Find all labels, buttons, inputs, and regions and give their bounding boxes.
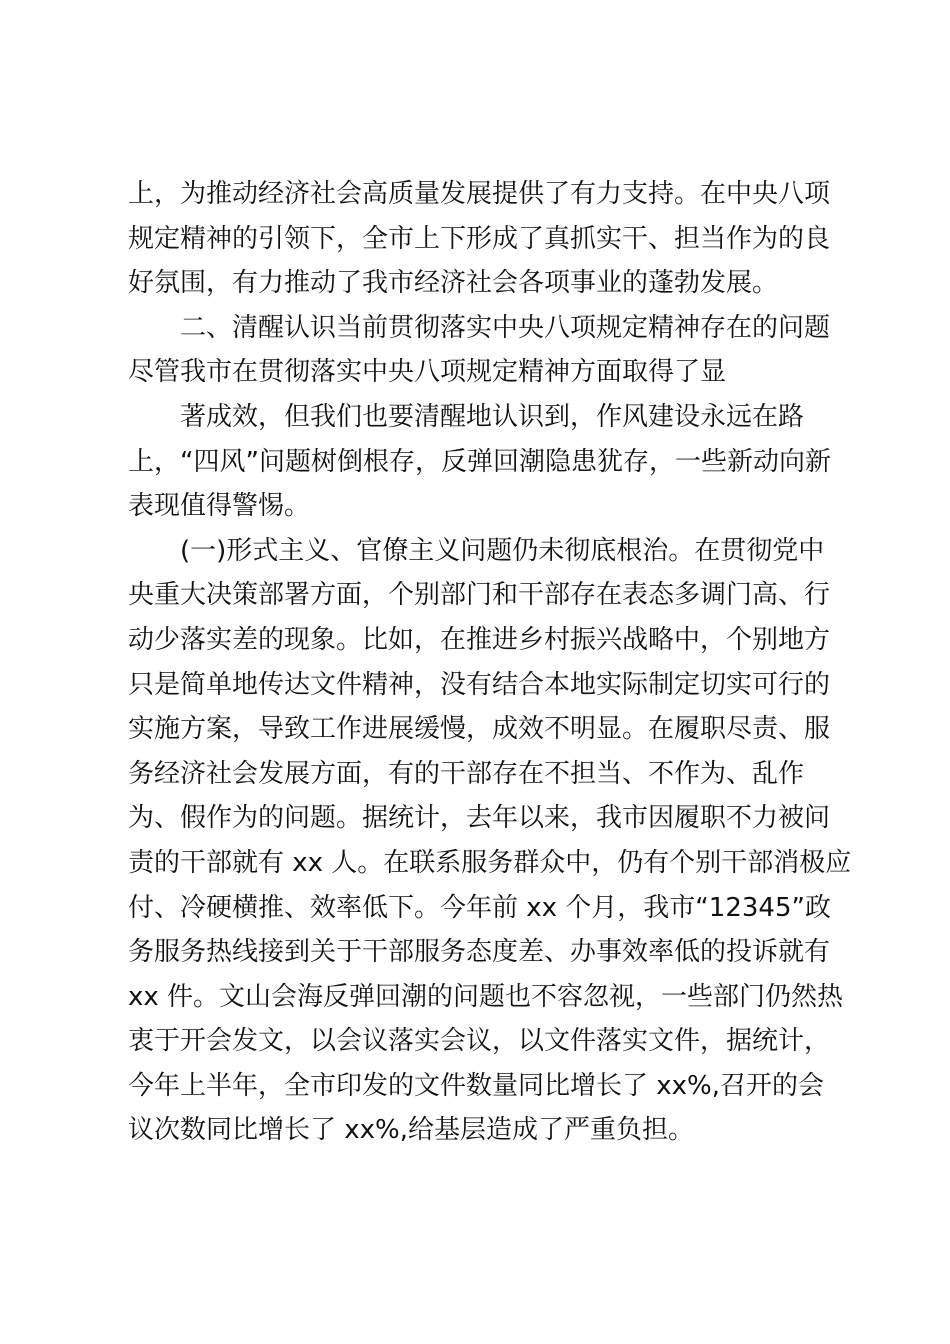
text-line: 今年上半年，全市印发的文件数量同比增长了 xx%,召开的会 <box>128 1070 825 1101</box>
text-line: 央重大决策部署方面，个别部门和干部存在表态多调门高、行 <box>128 580 831 611</box>
text-line: 动少落实差的现象。比如，在推进乡村振兴战略中，个别地方 <box>128 624 831 655</box>
text-line: 尽管我市在贯彻落实中央八项规定精神方面取得了显 <box>128 357 727 388</box>
text-line: 规定精神的引领下，全市上下形成了真抓实干、担当作为的良 <box>128 223 831 254</box>
document-body <box>128 172 852 1153</box>
text-line: 上，“四风”问题树倒根存，反弹回潮隐患犹存，一些新动向新 <box>128 446 831 477</box>
text-line: 好氛围，有力推动了我市经济社会各项事业的蓬勃发展。 <box>128 268 779 299</box>
text-line: 著成效，但我们也要清醒地认识到，作风建设永远在路 <box>128 401 805 432</box>
text-line: 务经济社会发展方面，有的干部存在不担当、不作为、乱作 <box>128 758 805 789</box>
text-line: 为、假作为的问题。据统计，去年以来，我市因履职不力被问 <box>128 803 831 834</box>
section-heading: 二、清醒认识当前贯彻落实中央八项规定精神存在的问题 <box>128 312 831 343</box>
text-line: 付、冷硬横推、效率低下。今年前 xx 个月，我市“12345”政 <box>128 892 831 923</box>
text-line: 实施方案，导致工作进展缓慢，成效不明显。在履职尽责、服 <box>128 714 831 745</box>
text-line: 务服务热线接到关于干部服务态度差、办事效率低的投诉就有 <box>128 937 831 968</box>
text-line: 表现值得警惕。 <box>128 491 311 522</box>
text-line: 责的干部就有 xx 人。在联系服务群众中，仍有个别干部消极应 <box>128 847 852 878</box>
text-line: xx 件。文山会海反弹回潮的问题也不容忽视，一些部门仍然热 <box>128 981 844 1012</box>
subsection-heading: (一)形式主义、官僚主义问题仍未彻底根治。在贯彻党中 <box>128 535 825 566</box>
text-line: 衷于开会发文，以会议落实会议，以文件落实文件，据统计， <box>128 1026 831 1057</box>
text-line: 上，为推动经济社会高质量发展提供了有力支持。在中央八项 <box>128 179 831 209</box>
text-line: 只是简单地传达文件精神，没有结合本地实际制定切实可行的 <box>128 669 831 700</box>
text-line: 议次数同比增长了 xx%,给基层造成了严重负担。 <box>128 1115 695 1146</box>
